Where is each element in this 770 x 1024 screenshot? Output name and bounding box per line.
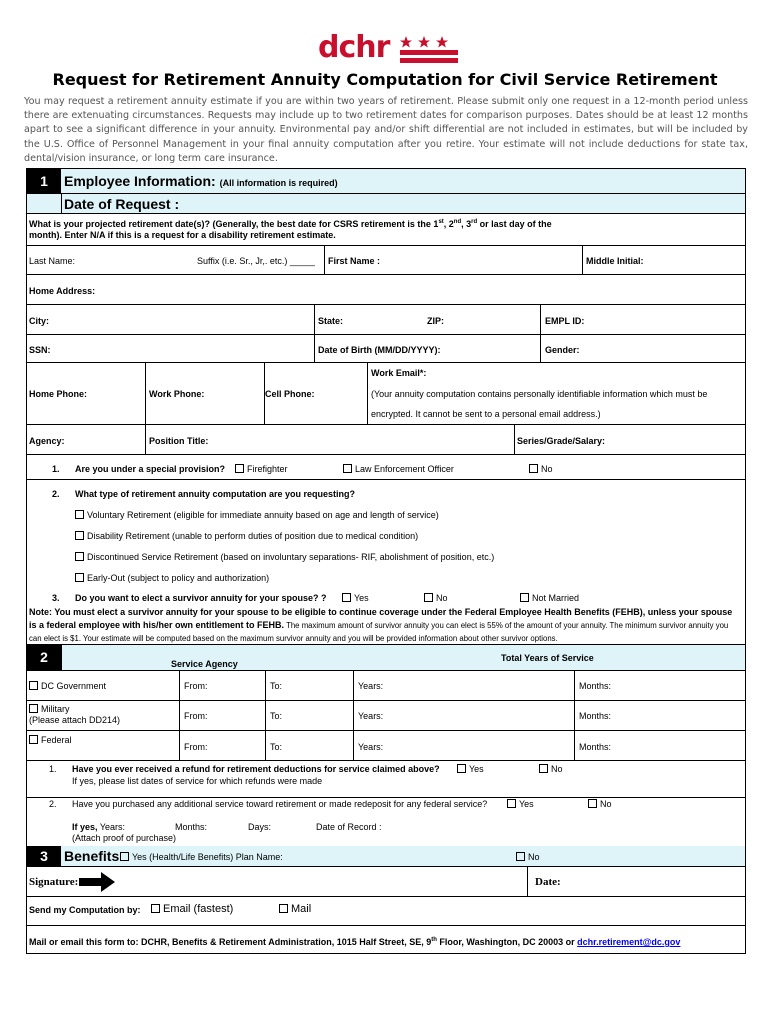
- retire-q-part1: What is your projected retirement date(s)? (Generally, the best date for CSRS retirement is the 1: [29, 219, 439, 229]
- send-email-option[interactable]: [151, 904, 233, 915]
- section-number: 3: [27, 846, 61, 866]
- years-field[interactable]: Years:: [358, 681, 384, 691]
- not-married-option[interactable]: [520, 593, 579, 604]
- sup-nd: nd: [453, 219, 462, 225]
- refund-sub-text: If yes, please list dates of service for which refunds were made: [72, 776, 323, 786]
- years-field[interactable]: Years:: [358, 742, 384, 752]
- refund-q-text: Have you ever received a refund for retirement deductions for service claimed above?: [72, 764, 440, 774]
- purchase-years-field[interactable]: Years:: [99, 822, 126, 832]
- purchase-no-option[interactable]: [588, 799, 612, 810]
- not-married-label: Not Married: [532, 593, 580, 603]
- discontinued-option[interactable]: [75, 552, 494, 563]
- checkbox-icon[interactable]: [120, 852, 129, 861]
- service-agency-label: Federal: [41, 735, 72, 745]
- law-enforcement-option[interactable]: [343, 464, 454, 475]
- signature-field[interactable]: Signature:: [29, 876, 79, 888]
- gender-field[interactable]: Gender:: [545, 345, 580, 355]
- voluntary-label: Voluntary Retirement (eligible for immediate annuity based on age and length of service): [87, 510, 439, 520]
- checkbox-icon[interactable]: [520, 593, 529, 602]
- total-years-header: Total Years of Service: [501, 653, 594, 663]
- years-field[interactable]: Years:: [358, 711, 384, 721]
- section-number: 2: [27, 645, 61, 670]
- phone-row: [27, 363, 745, 425]
- no-provision-label: No: [541, 464, 553, 474]
- purchase-q-text: Have you purchased any additional service toward retirement or made redeposit for any federal service?: [72, 799, 488, 809]
- firefighter-label: Firefighter: [247, 464, 288, 474]
- required-note: (All information is required): [219, 178, 338, 188]
- section-1-header: [27, 169, 745, 194]
- purchase-yes-label: Yes: [519, 799, 534, 809]
- checkbox-icon[interactable]: [457, 764, 466, 773]
- checkbox-icon[interactable]: [529, 464, 538, 473]
- section-3-header: [27, 846, 745, 867]
- discontinued-label: Discontinued Service Retirement (based on involuntary separations- RIF, abolishment of position, etc.): [87, 552, 495, 562]
- home-phone-field[interactable]: Home Phone:: [29, 389, 88, 399]
- city-row: [27, 305, 745, 335]
- retire-q-part2: or last day of the: [477, 219, 552, 229]
- city-field[interactable]: City:: [29, 316, 49, 326]
- signature-row: [27, 867, 745, 897]
- benefits-title: Benefits: [64, 848, 120, 864]
- months-field[interactable]: Months:: [579, 681, 612, 691]
- section-2-header: [27, 645, 745, 671]
- firefighter-option[interactable]: [235, 464, 288, 475]
- checkbox-icon[interactable]: [343, 464, 352, 473]
- survivor-no-label: No: [436, 593, 448, 603]
- zip-field[interactable]: ZIP:: [427, 316, 444, 326]
- agency-field[interactable]: Agency:: [29, 436, 65, 446]
- retirement-date-question: [29, 217, 629, 241]
- early-out-option[interactable]: [75, 573, 269, 584]
- send-email-label: Email (fastest): [163, 903, 234, 915]
- checkbox-icon[interactable]: [516, 852, 525, 861]
- agency-row: [27, 425, 745, 455]
- refund-no-option[interactable]: [539, 764, 563, 775]
- email-link[interactable]: dchr.retirement@dc.gov: [577, 937, 681, 947]
- service-agency-label: DC Government: [41, 681, 107, 691]
- if-yes-line: [72, 822, 125, 833]
- refund-yes-option[interactable]: [457, 764, 484, 775]
- mail-instructions-row: [27, 926, 745, 954]
- early-out-label: Early-Out (subject to policy and authorization): [87, 573, 270, 583]
- to-field[interactable]: To:: [270, 681, 283, 691]
- q2-number: 2.: [52, 489, 60, 499]
- date-of-request-row: [27, 194, 745, 214]
- survivor-note-rest: The maximum amount of survivor annuity you can elect is 55% of the amount of your annuity. The minimum survivor annuity you can elect is $1. Your estimate will be computed based on the maximum survivor annuity and you will be provided information about other survivor options.: [29, 620, 729, 643]
- state-field[interactable]: State:: [318, 316, 344, 326]
- work-email-field[interactable]: Work Email*:: [371, 368, 427, 378]
- refund-yes-label: Yes: [469, 764, 484, 774]
- survivor-annuity-row: [27, 587, 745, 645]
- q1-text: Are you under a special provision?: [75, 464, 226, 474]
- logo-text: dchr: [318, 30, 390, 65]
- from-field[interactable]: From:: [184, 711, 208, 721]
- position-title-field[interactable]: Position Title:: [149, 436, 209, 446]
- checkbox-icon[interactable]: [29, 704, 38, 713]
- purchase-question-row: [27, 798, 745, 846]
- attach-proof-label: (Attach proof of purchase): [72, 833, 177, 843]
- checkbox-icon[interactable]: [29, 735, 38, 744]
- benefits-no-label: No: [528, 852, 540, 862]
- disability-label: Disability Retirement (unable to perform duties of position due to medical condition): [87, 531, 419, 541]
- checkbox-icon[interactable]: [75, 573, 84, 582]
- mail-text-part2: Floor, Washington, DC 20003 or: [436, 937, 578, 947]
- first-name-field[interactable]: First Name :: [328, 256, 381, 266]
- dchr-logo: [318, 30, 463, 66]
- service-agency-header: Service Agency: [171, 659, 238, 669]
- send-mail-label: Mail: [291, 903, 312, 915]
- checkbox-icon[interactable]: [342, 593, 351, 602]
- checkbox-icon[interactable]: [75, 510, 84, 519]
- send-mail-option[interactable]: [279, 904, 311, 915]
- q3-number: 3.: [52, 593, 60, 603]
- checkbox-icon[interactable]: [75, 552, 84, 561]
- checkbox-icon[interactable]: [279, 904, 288, 913]
- special-provision-row: [27, 455, 745, 480]
- purchase-days-field[interactable]: Days:: [248, 822, 272, 832]
- name-row: [27, 246, 745, 275]
- arrow-right-icon: [79, 872, 115, 892]
- voluntary-option[interactable]: [75, 510, 439, 521]
- service-agency-label: Military: [41, 704, 70, 714]
- refund-question-row: [27, 761, 745, 798]
- checkbox-icon[interactable]: [539, 764, 548, 773]
- email-note-1: (Your annuity computation contains personally identifiable information which must be: [371, 389, 708, 399]
- intro-text: You may request a retirement annuity estimate if you are within two years of retirement. Please submit only one request in a 12-month period unless there are extenuating circumstances. Requests may include up to two retirement dates for comparison purposes. Dates should be at least 12 months apart to see a significant difference in your annuity. Environmental pay and/or shift differential are not included in estimates, but will be included by the U.S. Office of Personnel Management in your final annuity computation after you retire. Your estimate will not include deductions for state tax, dental/vision insurance, or long term care insurance.: [24, 96, 748, 164]
- checkbox-icon[interactable]: [235, 464, 244, 473]
- dob-field[interactable]: Date of Birth (MM/DD/YYYY):: [318, 345, 441, 355]
- disability-option[interactable]: [75, 531, 418, 542]
- checkbox-icon[interactable]: [75, 531, 84, 540]
- service-row-military: [27, 701, 745, 731]
- to-field[interactable]: To:: [270, 742, 283, 752]
- section-number: 1: [27, 169, 61, 193]
- benefits-no-option[interactable]: [516, 852, 540, 863]
- from-field[interactable]: From:: [184, 742, 208, 752]
- date-of-request-label[interactable]: Date of Request :: [64, 196, 180, 212]
- work-phone-field[interactable]: Work Phone:: [149, 389, 205, 399]
- survivor-no-option[interactable]: [424, 593, 448, 604]
- purchase-yes-option[interactable]: [507, 799, 534, 810]
- computation-type-row: [27, 480, 745, 585]
- military-option[interactable]: [29, 704, 120, 726]
- sup-rd: rd: [471, 219, 478, 225]
- middle-initial-field[interactable]: Middle Initial:: [586, 256, 644, 266]
- q1-number: 1.: [52, 464, 60, 474]
- months-field[interactable]: Months:: [579, 711, 612, 721]
- send-method-label: Send my Computation by:: [29, 905, 141, 915]
- benefits-yes-option[interactable]: [120, 852, 283, 863]
- mail-instructions: [29, 935, 680, 948]
- survivor-note: [29, 606, 741, 646]
- sup-st: st: [438, 219, 444, 225]
- q2-text: What type of retirement annuity computation are you requesting?: [75, 489, 356, 499]
- sep1: , 2: [443, 219, 454, 229]
- checkbox-icon[interactable]: [588, 799, 597, 808]
- no-provision-option[interactable]: [529, 464, 553, 475]
- if-yes-label: If yes,: [72, 822, 98, 832]
- dc-flag-icon: [400, 34, 460, 64]
- purchase-no-label: No: [600, 799, 612, 809]
- q3-text: Do you want to elect a survivor annuity for your spouse? ?: [75, 593, 327, 603]
- retire-q-part3: month). Enter N/A if this is a request for a disability retirement estimate.: [29, 230, 336, 240]
- to-field[interactable]: To:: [270, 711, 283, 721]
- sep2: , 3: [461, 219, 472, 229]
- purchase-q-number: 2.: [49, 799, 57, 809]
- empl-id-field[interactable]: EMPL ID:: [545, 316, 585, 326]
- employee-info-title: [64, 174, 338, 191]
- months-field[interactable]: Months:: [579, 742, 612, 752]
- checkbox-icon[interactable]: [507, 799, 516, 808]
- page-title: Request for Retirement Annuity Computation for Civil Service Retirement: [52, 70, 718, 89]
- retirement-date-row[interactable]: [27, 214, 745, 246]
- checkbox-icon[interactable]: [151, 904, 160, 913]
- survivor-yes-option[interactable]: [342, 593, 369, 604]
- from-field[interactable]: From:: [184, 681, 208, 691]
- federal-option[interactable]: [29, 735, 72, 746]
- ssn-field[interactable]: SSN:: [29, 345, 51, 355]
- last-name-field[interactable]: Last Name:: [29, 256, 76, 266]
- checkbox-icon[interactable]: [424, 593, 433, 602]
- refund-q-number: 1.: [49, 764, 57, 774]
- service-row-dc: [27, 671, 745, 701]
- mail-sup: th: [431, 937, 437, 943]
- law-enforcement-label: Law Enforcement Officer: [355, 464, 454, 474]
- refund-no-label: No: [551, 764, 563, 774]
- purchase-months-field[interactable]: Months:: [175, 822, 208, 832]
- series-grade-field[interactable]: Series/Grade/Salary:: [517, 436, 606, 446]
- service-row-federal: [27, 731, 745, 761]
- employee-info-label: Employee Information:: [64, 173, 216, 189]
- attach-dd214-label: (Please attach DD214): [29, 715, 121, 725]
- mail-text-part1: Mail or email this form to: DCHR, Benefits & Retirement Administration, 1015 Half Street, SE, 9: [29, 937, 432, 947]
- checkbox-icon[interactable]: [29, 681, 38, 690]
- ssn-row: [27, 335, 745, 363]
- email-note-2: encrypted. It cannot be sent to a personal email address.): [371, 409, 601, 419]
- home-address-field[interactable]: Home Address:: [29, 286, 96, 296]
- date-field[interactable]: Date:: [535, 876, 561, 888]
- date-of-record-field[interactable]: Date of Record :: [316, 822, 382, 832]
- survivor-note-bold: Note: You must elect a survivor annuity for your spouse to be eligible to continue coverage under the Federal Employee Health Benefits (FEHB), unless your spouse is a federal employee with his/her own entitlement to FEHB.: [29, 607, 733, 630]
- retirement-form: [26, 168, 746, 954]
- send-method-row: [27, 897, 745, 926]
- survivor-yes-label: Yes: [354, 593, 369, 603]
- home-address-row: [27, 275, 745, 305]
- benefits-yes-label: Yes (Health/Life Benefits) Plan Name:: [132, 852, 283, 862]
- cell-phone-field[interactable]: Cell Phone:: [265, 389, 315, 399]
- dc-government-option[interactable]: [29, 681, 106, 692]
- suffix-field[interactable]: Suffix (i.e. Sr., Jr,. etc.) _____: [197, 256, 315, 266]
